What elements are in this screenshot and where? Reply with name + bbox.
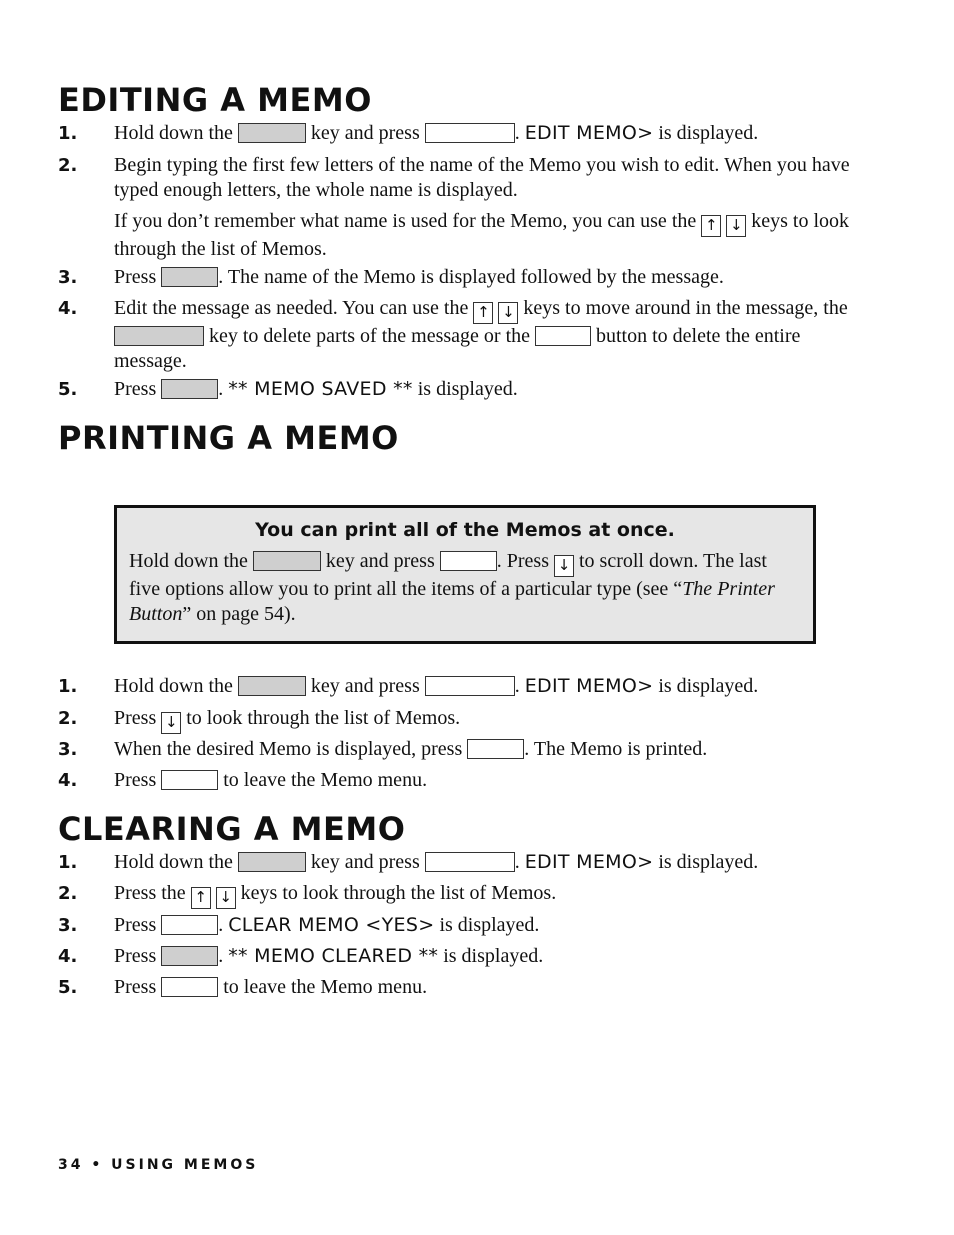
tip-text: ” on page 54). <box>182 603 296 625</box>
step-text: . The Memo is printed. <box>524 738 708 760</box>
tip-body <box>129 549 801 627</box>
step-number: 3. <box>58 915 78 936</box>
edit-step-1 <box>58 121 878 146</box>
function-key <box>238 852 306 872</box>
step-text: If you don’t remember what name is used for the Memo, you can use the <box>114 210 697 232</box>
punct: . <box>514 675 520 697</box>
page-footer: 34 • USING MEMOS <box>58 1157 259 1173</box>
memo-key <box>425 123 515 143</box>
step-text: is displayed. <box>443 945 544 967</box>
print-step-2 <box>58 706 878 734</box>
step-number: 4. <box>58 770 78 791</box>
tip-box <box>114 505 816 644</box>
heading-clearing-memo: CLEARING A MEMO <box>58 810 406 848</box>
step-text: button to delete the entire message. <box>114 325 801 372</box>
lcd-message: ** MEMO CLEARED ** <box>228 945 439 967</box>
cross-reference: The Printer Button <box>129 578 775 625</box>
step-text: Press <box>114 976 157 998</box>
step-text: Press <box>114 769 157 791</box>
step-text: keys to move around in the message, the <box>523 297 848 319</box>
step-number: 1. <box>58 676 78 697</box>
enter-key <box>161 946 218 966</box>
step-text: Hold down the <box>114 122 233 144</box>
step-text: Press <box>114 707 157 729</box>
edit-step-2 <box>58 153 878 262</box>
step-text: key and press <box>310 122 420 144</box>
lcd-message: CLEAR MEMO <YES> <box>228 914 435 936</box>
exit-key <box>161 770 218 790</box>
lcd-message: EDIT MEMO> <box>524 851 654 873</box>
step-text: Press the <box>114 882 186 904</box>
tip-text: key and press <box>325 550 435 572</box>
step-text: Press <box>114 914 157 936</box>
print-step-3 <box>58 737 878 762</box>
printer-key <box>467 739 524 759</box>
exit-key <box>161 977 218 997</box>
memo-key <box>425 676 515 696</box>
function-key <box>238 676 306 696</box>
step-text: to leave the Memo menu. <box>223 976 428 998</box>
step-text: When the desired Memo is displayed, press <box>114 738 463 760</box>
clear-step-5 <box>58 975 878 1000</box>
step-text: Press <box>114 266 157 288</box>
punct: . <box>514 122 520 144</box>
down-arrow-key-icon: ↓ <box>726 215 746 237</box>
step-text: Hold down the <box>114 851 233 873</box>
step-number: 3. <box>58 739 78 760</box>
punct: . <box>514 851 520 873</box>
down-arrow-key-icon: ↓ <box>554 555 574 577</box>
step-text: . The name of the Memo is displayed followed by the message. <box>218 266 724 288</box>
edit-step-4 <box>58 296 878 374</box>
step-number: 5. <box>58 379 78 400</box>
step-text: Hold down the <box>114 675 233 697</box>
function-key <box>238 123 306 143</box>
punct: . <box>218 945 224 967</box>
clear-step-3 <box>58 913 878 938</box>
enter-key <box>161 267 218 287</box>
step-text: to leave the Memo menu. <box>223 769 428 791</box>
function-key <box>253 551 321 571</box>
step-number: 5. <box>58 977 78 998</box>
heading-printing-memo: PRINTING A MEMO <box>58 419 399 457</box>
delete-key <box>114 326 204 346</box>
down-arrow-key-icon: ↓ <box>161 712 181 734</box>
tip-text: to scroll down. The last five options allow you to print all the items of a particular type (see “ <box>129 550 767 600</box>
step-text: is displayed. <box>417 378 518 400</box>
step-number: 1. <box>58 852 78 873</box>
heading-editing-memo: EDITING A MEMO <box>58 81 372 119</box>
clear-step-2 <box>58 881 878 909</box>
tip-text: . Press <box>496 550 549 572</box>
lcd-message: ** MEMO SAVED ** <box>228 378 413 400</box>
step-text: is displayed. <box>439 914 540 936</box>
edit-step-3 <box>58 265 878 290</box>
step-number: 2. <box>58 883 78 904</box>
step-text: is displayed. <box>658 122 759 144</box>
step-number: 4. <box>58 946 78 967</box>
edit-step-5 <box>58 377 878 402</box>
step-text: Press <box>114 945 157 967</box>
printer-key <box>440 551 497 571</box>
step-number: 2. <box>58 155 78 176</box>
step-number: 1. <box>58 123 78 144</box>
step-text: Edit the message as needed. You can use the <box>114 297 469 319</box>
step-number: 4. <box>58 298 78 319</box>
punct: . <box>218 378 224 400</box>
up-arrow-key-icon: ↑ <box>701 215 721 237</box>
print-step-1 <box>58 674 878 699</box>
step-text: is displayed. <box>658 851 759 873</box>
step-subparagraph <box>114 209 878 262</box>
clear-button <box>535 326 591 346</box>
step-text: keys to look through the list of Memos. <box>114 210 850 260</box>
punct: . <box>218 914 224 936</box>
step-text: Begin typing the first few letters of the name of the Memo you wish to edit. When you have typed enough letters, the whole name is displayed. <box>114 154 850 201</box>
step-text: key and press <box>310 675 420 697</box>
step-text: keys to look through the list of Memos. <box>240 882 557 904</box>
clear-step-1 <box>58 850 878 875</box>
memo-key <box>425 852 515 872</box>
clear-button <box>161 915 218 935</box>
lcd-message: EDIT MEMO> <box>524 675 654 697</box>
step-number: 2. <box>58 708 78 729</box>
lcd-message: EDIT MEMO> <box>524 122 654 144</box>
step-text: is displayed. <box>658 675 759 697</box>
print-step-4 <box>58 768 878 793</box>
step-number: 3. <box>58 267 78 288</box>
up-arrow-key-icon: ↑ <box>191 887 211 909</box>
step-text: key and press <box>310 851 420 873</box>
enter-key <box>161 379 218 399</box>
clear-step-4 <box>58 944 878 969</box>
step-text: Press <box>114 378 157 400</box>
right-arrow-key-icon: ↓ <box>498 302 518 324</box>
down-arrow-key-icon: ↓ <box>216 887 236 909</box>
step-text: to look through the list of Memos. <box>186 707 461 729</box>
left-arrow-key-icon: ↑ <box>473 302 493 324</box>
tip-title: You can print all of the Memos at once. <box>255 519 675 541</box>
step-text: key to delete parts of the message or the <box>209 325 530 347</box>
tip-text: Hold down the <box>129 550 248 572</box>
